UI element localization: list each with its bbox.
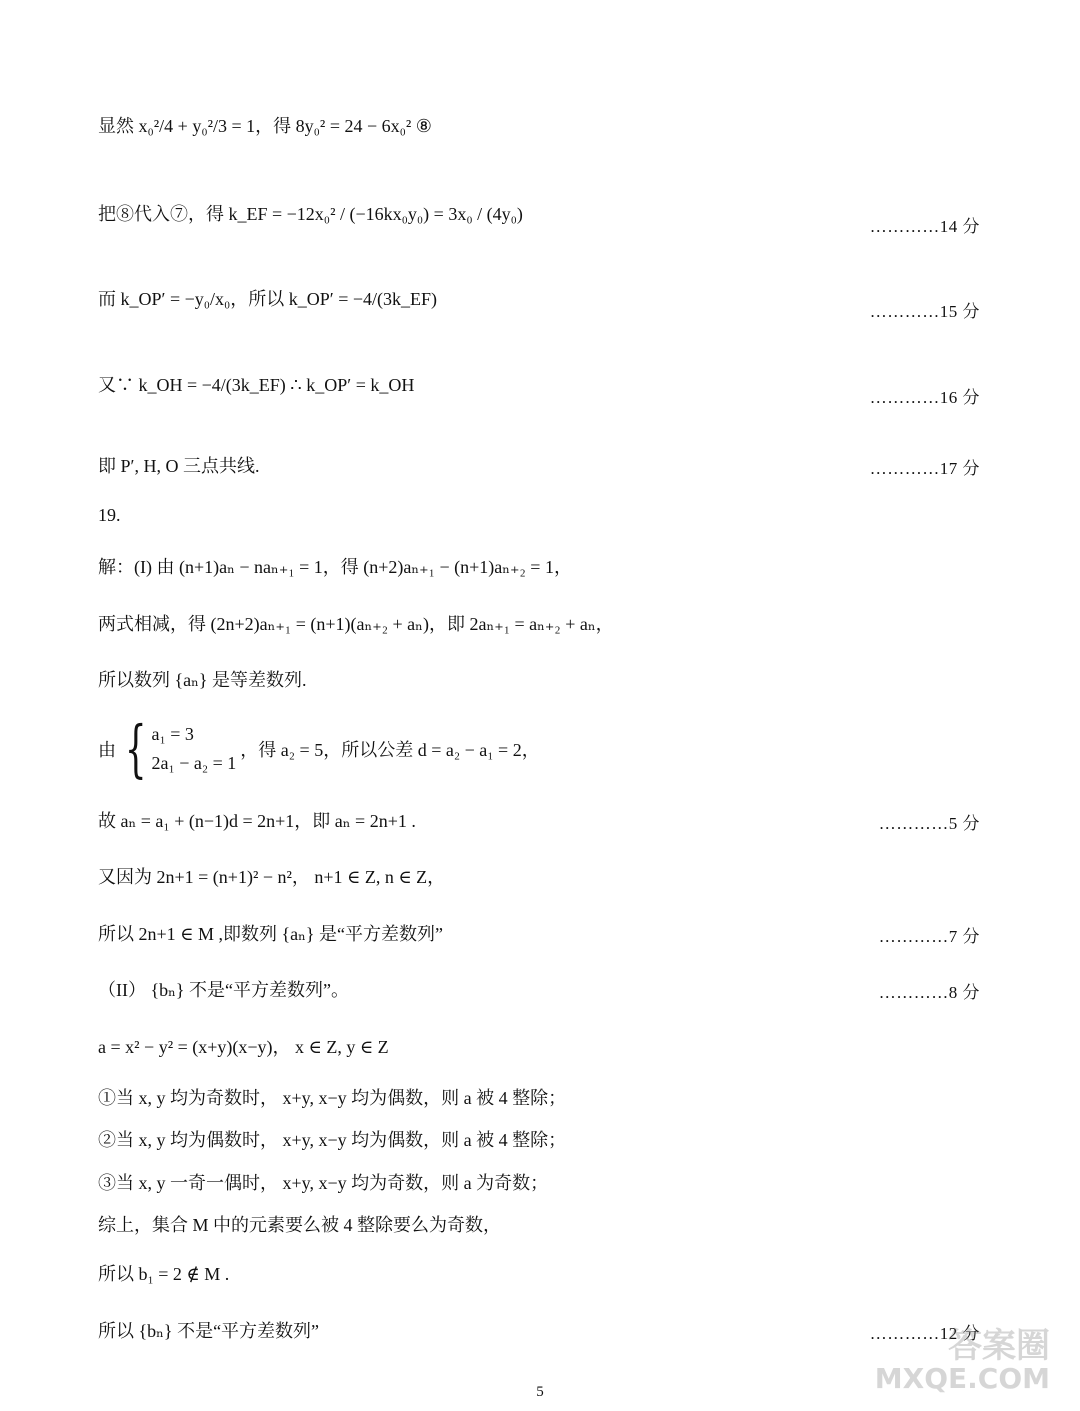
solution-part1-arithmetic: 所以数列 {aₙ} 是等差数列. — [98, 670, 307, 690]
solution-part1-general-term: 故 aₙ = a₁ + (n−1)d = 2n+1，即 aₙ = 2n+1 . — [98, 811, 416, 831]
score-mark-14: …………14 分 — [869, 217, 980, 236]
eq-line-ellipse: 显然 x₀²/4 + y₀²/3 = 1，得 8y₀² = 24 − 6x₀² ⑧ — [98, 116, 432, 136]
summary-line: 综上，集合 M 中的元素要么被 4 整除要么为奇数， — [98, 1215, 502, 1235]
problem-number: 19. — [98, 505, 121, 525]
score-mark-5: …………5 分 — [878, 814, 980, 833]
page-number: 5 — [536, 1384, 544, 1400]
score-mark-12: …………12 分 — [869, 1324, 980, 1343]
eq-line-koh: 又∵ k_OH = −4/(3k_EF) ∴ k_OP′ = k_OH — [98, 375, 415, 395]
watermark-bottom-text: MXQE.COM — [874, 1362, 1050, 1395]
system-result: ，得 a₂ = 5，所以公差 d = a₂ − a₁ = 2， — [240, 740, 540, 760]
score-mark-7: …………7 分 — [878, 927, 980, 946]
solution-part1-step1: 解：(I) 由 (n+1)aₙ − naₙ₊₁ = 1，得 (n+2)aₙ₊₁ − (n+1)aₙ₊₂ = 1， — [98, 557, 572, 577]
equation-system — [116, 712, 237, 785]
watermark-top-text: 答案圈 — [948, 1326, 1050, 1366]
conclusion-collinear: 即 P′, H, O 三点共线. — [98, 456, 260, 476]
system-row-1: a₁ = 3 — [151, 724, 194, 744]
case-odd-even: ③当 x, y 一奇一偶时， x+y, x−y 均为奇数，则 a 为奇数； — [98, 1173, 549, 1193]
left-brace-icon: { — [124, 712, 147, 785]
score-mark-8: …………8 分 — [878, 983, 980, 1002]
case-both-odd: ①当 x, y 均为奇数时， x+y, x−y 均为偶数，则 a 被 4 整除； — [98, 1088, 567, 1108]
score-mark-17: …………17 分 — [869, 459, 980, 478]
solution-part2-conclusion: 所以 {bₙ} 不是“平方差数列” — [98, 1321, 320, 1341]
solution-part1-system — [98, 712, 540, 785]
score-mark-15: …………15 分 — [869, 302, 980, 321]
solution-part2-factor: a = x² − y² = (x+y)(x−y)， x ∈ Z, y ∈ Z — [98, 1037, 389, 1057]
system-prefix: 由 — [98, 740, 116, 760]
eq-line-kef: 把⑧代入⑦，得 k_EF = −12x₀² / (−16kx₀y₀) = 3x₀ / (4y₀) — [98, 204, 523, 224]
solution-part1-square-diff: 又因为 2n+1 = (n+1)² − n²， n+1 ∈ Z, n ∈ Z， — [98, 867, 446, 887]
system-row-2: 2a₁ − a₂ = 1 — [151, 753, 237, 773]
b1-not-in-m: 所以 b₁ = 2 ∉ M . — [98, 1264, 230, 1284]
case-both-even: ②当 x, y 均为偶数时， x+y, x−y 均为偶数，则 a 被 4 整除； — [98, 1130, 567, 1150]
eq-line-kop: 而 k_OP′ = −y₀/x₀，所以 k_OP′ = −4/(3k_EF) — [98, 289, 438, 309]
solution-part1-conclusion: 所以 2n+1 ∈ M ,即数列 {aₙ} 是“平方差数列” — [98, 924, 444, 944]
score-mark-16: …………16 分 — [869, 388, 980, 407]
solution-part1-step2: 两式相减，得 (2n+2)aₙ₊₁ = (n+1)(aₙ₊₂ + aₙ)，即 2aₙ₊₁ = aₙ₊₂ + aₙ， — [98, 614, 614, 634]
solution-part2-claim: （II） {bₙ} 不是“平方差数列”。 — [98, 980, 350, 1000]
